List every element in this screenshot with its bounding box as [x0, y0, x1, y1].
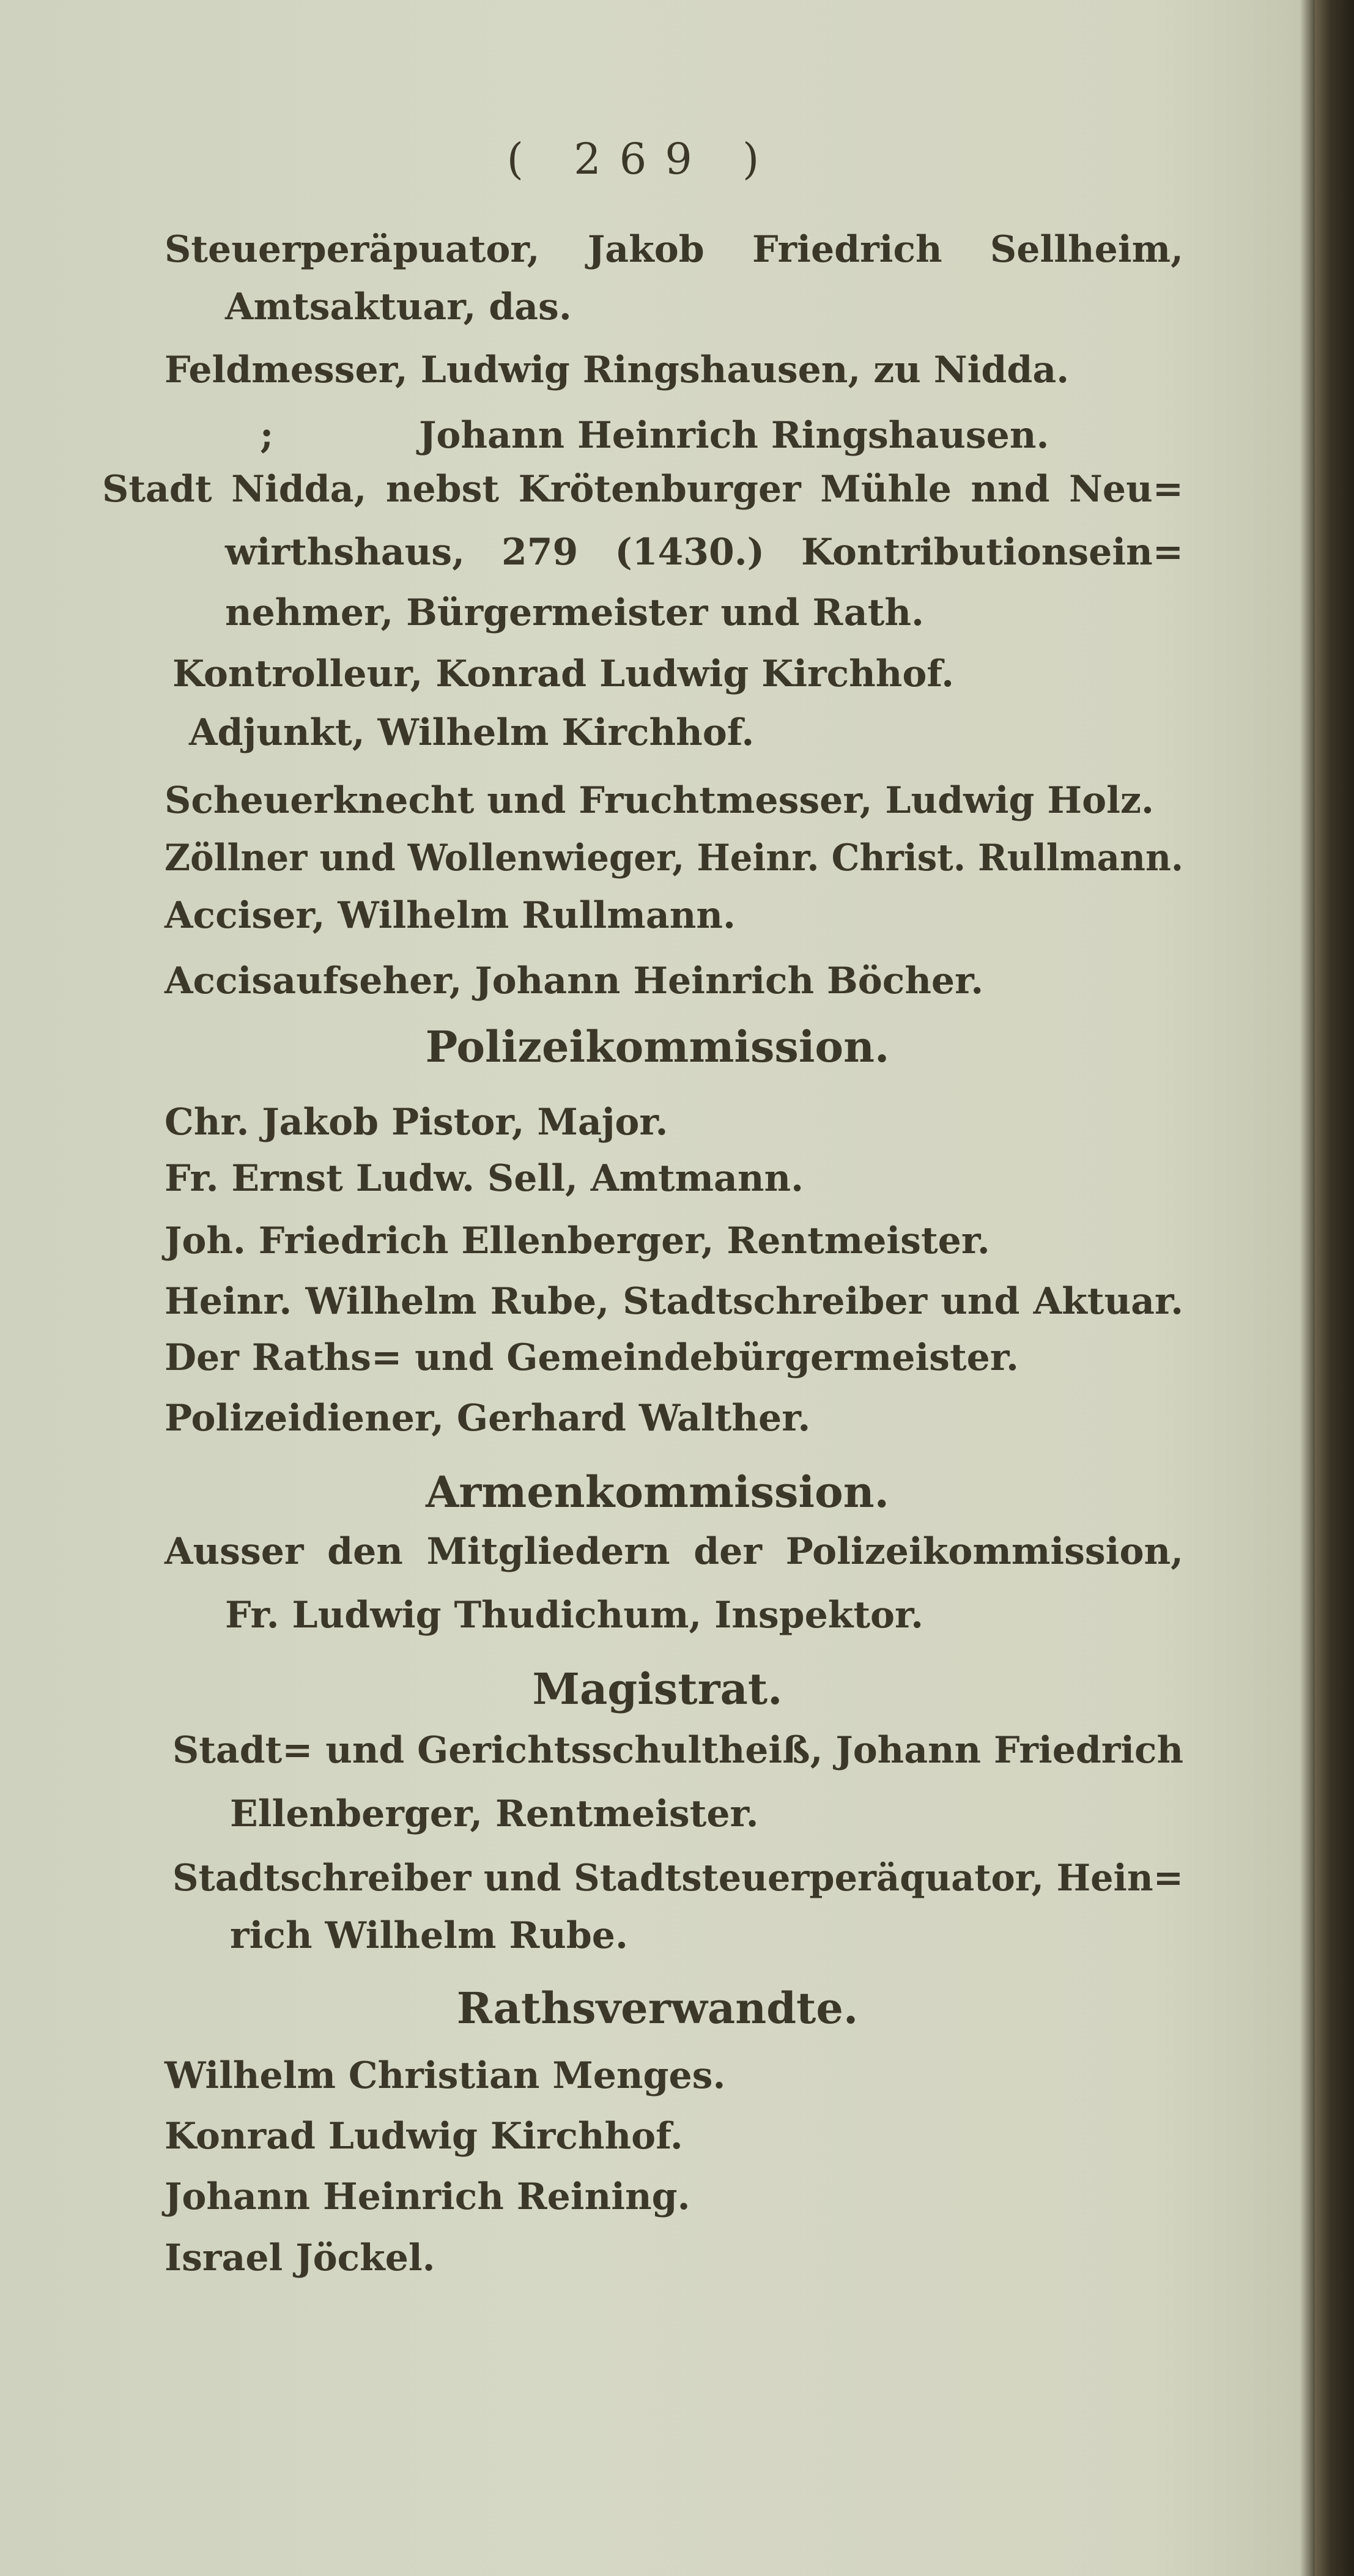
text-line: Johann Heinrich Ringshausen. — [419, 414, 1049, 457]
text-line: Acciser, Wilhelm Rullmann. — [165, 894, 736, 937]
text-line: Zöllner und Wollenwieger, Heinr. Christ. Rullmann. — [165, 837, 1183, 879]
text-line: Fr. Ludwig Thudichum, Inspektor. — [225, 1594, 924, 1637]
page-number: ( 269 ) — [506, 134, 778, 184]
text-line: Johann Heinrich Reining. — [165, 2175, 690, 2218]
text-line: Stadtschreiber und Stadtsteuerperäquator, Hein= — [172, 1857, 1184, 1900]
text-line: Ausser den Mitgliedern der Polizeikommission, — [165, 1530, 1183, 1573]
text-line: Fr. Ernst Ludw. Sell, Amtmann. — [165, 1157, 804, 1200]
text-line: Accisaufseher, Johann Heinrich Böcher. — [165, 960, 984, 1002]
section-heading-polizei: Polizeikommission. — [425, 1021, 890, 1072]
text-line: nehmer, Bürgermeister und Rath. — [225, 591, 924, 634]
text-line: Adjunkt, Wilhelm Kirchhof. — [189, 711, 755, 754]
text-line: Ellenberger, Rentmeister. — [230, 1793, 759, 1835]
text-line: rich Wilhelm Rube. — [230, 1914, 628, 1957]
text-line: Steuerperäpuator, Jakob Friedrich Sellheim, — [165, 228, 1183, 271]
section-heading-raths: Rathsverwandte. — [456, 1983, 859, 2034]
text-line: Amtsaktuar, das. — [225, 286, 572, 328]
text-line: wirthshaus, 279 (1430.) Kontributionsein= — [225, 531, 1184, 574]
text-line: Wilhelm Christian Menges. — [165, 2054, 726, 2097]
text-line: Chr. Jakob Pistor, Major. — [165, 1101, 668, 1144]
section-heading-armen: Armenkommission. — [426, 1467, 889, 1517]
section-heading-magistrat: Magistrat. — [532, 1664, 783, 1714]
text-line: Joh. Friedrich Ellenberger, Rentmeister. — [165, 1220, 990, 1262]
text-line: Kontrolleur, Konrad Ludwig Kirchhof. — [172, 653, 954, 695]
text-line: Konrad Ludwig Kirchhof. — [165, 2115, 683, 2158]
text-line: Heinr. Wilhelm Rube, Stadtschreiber und Aktuar. — [165, 1280, 1183, 1323]
text-line: Scheuerknecht und Fruchtmesser, Ludwig Holz. — [165, 779, 1154, 822]
text-line: Stadt Nidda, nebst Krötenburger Mühle nnd Neu= — [102, 468, 1183, 511]
ditto-mark: ; — [260, 414, 274, 457]
text-line: Der Raths= und Gemeindebürgermeister. — [165, 1336, 1019, 1379]
text-line: Israel Jöckel. — [165, 2237, 435, 2279]
text-line: Stadt= und Gerichtsschultheiß, Johann Friedrich — [172, 1729, 1184, 1772]
book-spine — [1315, 0, 1354, 2576]
text-line: Feldmesser, Ludwig Ringshausen, zu Nidda. — [165, 349, 1070, 391]
text-line: Polizeidiener, Gerhard Walther. — [165, 1397, 811, 1440]
